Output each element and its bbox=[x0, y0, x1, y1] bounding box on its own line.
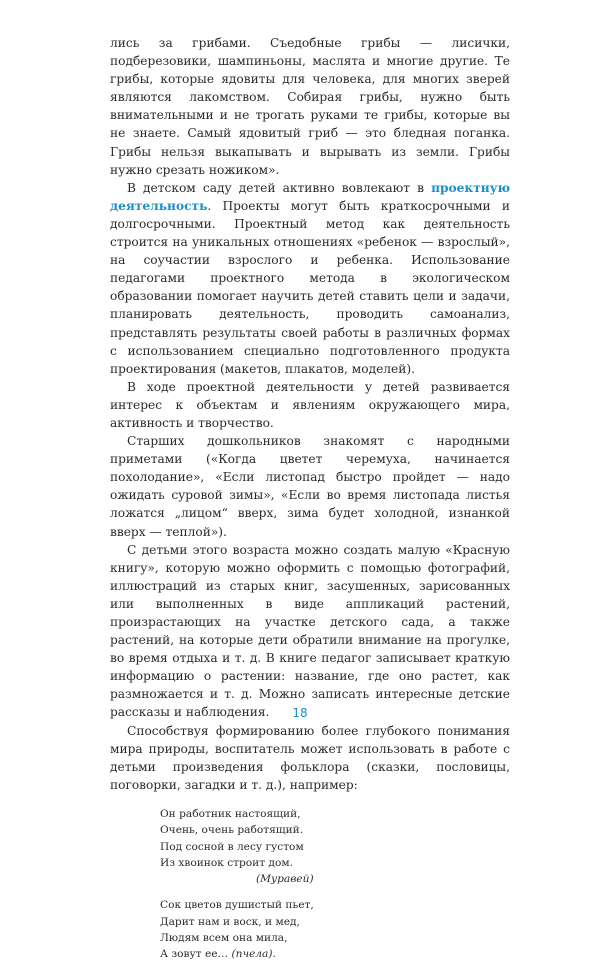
poem-riddles bbox=[160, 806, 510, 963]
poem-line-text: А зовут ее… bbox=[160, 948, 232, 961]
riddle-answer: (Муравей) bbox=[256, 873, 314, 886]
poem-line: Под сосной в лесу густом bbox=[160, 840, 304, 853]
riddle-ant bbox=[160, 806, 510, 887]
poem-line: Он работник настоящий, bbox=[160, 807, 301, 820]
page-body bbox=[110, 34, 510, 963]
paragraph-interest: В ходе проектной деятельности у детей развивается интерес к объектам и явлениям окружающего мира, активность и творчество. bbox=[110, 379, 510, 430]
paragraph-folk-signs: Старших дошкольников знакомят с народными приметами («Когда цветет черемуха, начинается похолодание», «Если листопад быстро пройдет — надо ожидать суровой зимы», «Если во время листопада листья ложатся „лицом“ вверх, зима будет холодной, изнанкой вверх — теплой»). bbox=[110, 434, 510, 539]
paragraph-project-activity-rest: . Проекты могут быть краткосрочными и долгосрочными. Проектный метод как деятельность строится на уникальных отношениях «ребенок — взрослый», на соучастии взрослого и ребенка. Использование педагогами проектного метода в экологическом образовании помогает научить детей ставить цели и задачи, планировать деятельность, проводить самоанализ, представлять результаты своей работы в различных формах с использованием специально подготовленного продукта проектирования (макетов, плакатов, моделей). bbox=[110, 198, 510, 376]
paragraph-mushrooms: лись за грибами. Съедобные грибы — лисички, подберезовики, шампиньоны, маслята и многие другие. Те грибы, которые ядовиты для человека, для многих зверей являются лакомством. Собирая грибы, нужно быть внимательными и не трогать руками те грибы, которые вы не знаете. Самый ядовитый гриб — это бледная поганка. Грибы нельзя выкапывать и вырывать из земли. Грибы нужно срезать ножиком». bbox=[110, 36, 510, 177]
poem-line: Из хвоинок строит дом. bbox=[160, 856, 293, 869]
paragraph-red-book: С детьми этого возраста можно создать малую «Красную книгу», которую можно оформить с помощью фотографий, иллюстраций из старых книг, засушенных, зарисованных или выполненных в виде аппликаций растений, произрастающих на участке детского сада, а также растений, на которые дети обратили внимание на прогулке, во время отдыха и т. д. В книге педагог записывает краткую информацию о растении: название, где оно растет, как размножается и т. д. Можно записать интересные детские рассказы и наблюдения. bbox=[110, 542, 510, 720]
poem-line: Людям всем она мила, bbox=[160, 932, 288, 945]
poem-line-last bbox=[160, 946, 510, 962]
poem-line: Дарит нам и воск, и мед, bbox=[160, 915, 300, 928]
paragraph-project-activity-start: В детском саду детей активно вовлекают в bbox=[127, 180, 432, 195]
riddle-answer: (пчела) bbox=[231, 948, 273, 961]
page-number: 18 bbox=[292, 706, 308, 720]
poem-line: Сок цветов душистый пьет, bbox=[160, 899, 314, 912]
paragraph-folklore: Способствуя формированию более глубокого понимания мира природы, воспитатель может использовать в работе с детьми произведения фольклора (сказки, пословицы, поговорки, загадки и т. д.), например: bbox=[110, 723, 510, 792]
poem-line: Очень, очень работящий. bbox=[160, 824, 304, 837]
poem-line-end: . bbox=[272, 948, 276, 961]
riddle-bee bbox=[160, 897, 510, 962]
highlighted-term: проектную деятельность bbox=[110, 180, 510, 213]
paragraph-project-activity bbox=[110, 179, 510, 378]
